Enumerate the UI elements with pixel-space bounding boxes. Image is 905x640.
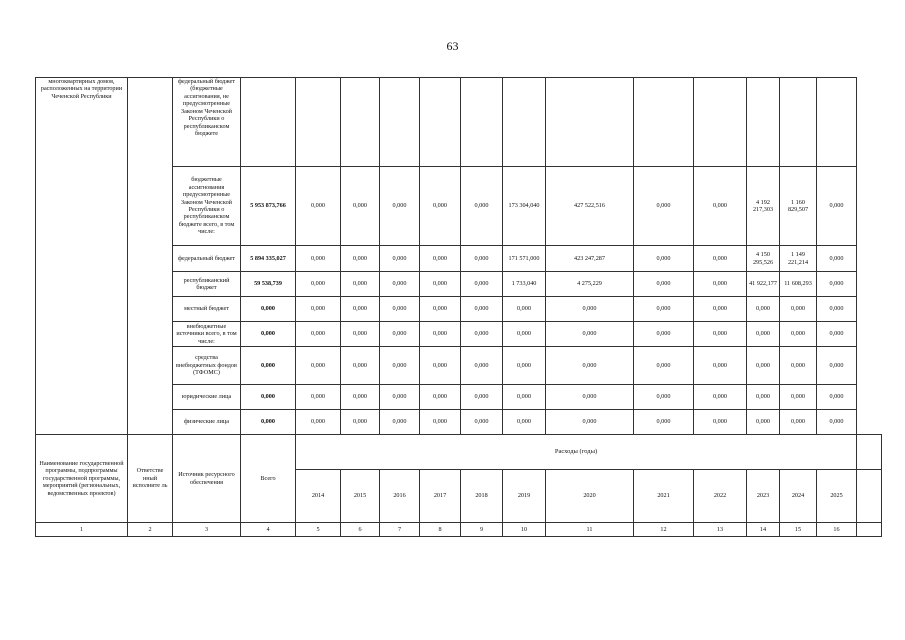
value-cell: 0,000 bbox=[780, 322, 817, 347]
header-extra-cell bbox=[857, 523, 882, 537]
blank-cell bbox=[857, 246, 882, 272]
total-cell: 5 953 873,766 bbox=[241, 167, 296, 246]
value-cell: 0,000 bbox=[461, 297, 503, 322]
value-cell bbox=[461, 78, 503, 167]
source-cell: внебюджетные источники всего, в том числе: bbox=[173, 322, 241, 347]
value-cell: 0,000 bbox=[341, 410, 380, 435]
value-cell: 0,000 bbox=[634, 297, 694, 322]
value-cell: 0,000 bbox=[817, 297, 857, 322]
total-cell: 0,000 bbox=[241, 322, 296, 347]
value-cell: 0,000 bbox=[694, 246, 747, 272]
total-cell: 0,000 bbox=[241, 410, 296, 435]
page-number: 63 bbox=[446, 39, 459, 53]
header-year: 2017 bbox=[420, 470, 461, 523]
value-cell bbox=[380, 78, 420, 167]
header-extra-cell bbox=[857, 435, 882, 470]
total-cell: 59 538,739 bbox=[241, 272, 296, 297]
value-cell: 0,000 bbox=[341, 322, 380, 347]
header-year: 2015 bbox=[341, 470, 380, 523]
header-name: Наименование государственной программы, подпрограммы государственной программы, мероприятий (региональных, ведомственных проектов) bbox=[36, 435, 128, 523]
table-row bbox=[36, 78, 882, 167]
total-cell: 0,000 bbox=[241, 385, 296, 410]
value-cell: 0,000 bbox=[817, 272, 857, 297]
value-cell: 0,000 bbox=[420, 385, 461, 410]
value-cell: 0,000 bbox=[694, 167, 747, 246]
value-cell: 0,000 bbox=[694, 272, 747, 297]
header-year: 2018 bbox=[461, 470, 503, 523]
value-cell: 0,000 bbox=[420, 272, 461, 297]
value-cell: 0,000 bbox=[420, 246, 461, 272]
value-cell: 0,000 bbox=[341, 272, 380, 297]
value-cell: 0,000 bbox=[817, 246, 857, 272]
value-cell: 0,000 bbox=[817, 322, 857, 347]
value-cell: 4 150 295,526 bbox=[747, 246, 780, 272]
value-cell: 0,000 bbox=[503, 347, 546, 385]
value-cell: 0,000 bbox=[296, 246, 341, 272]
value-cell: 0,000 bbox=[780, 385, 817, 410]
source-cell: средства внебюджетных фондов (ТФОМС) bbox=[173, 347, 241, 385]
value-cell: 0,000 bbox=[546, 297, 634, 322]
blank-cell bbox=[857, 347, 882, 385]
value-cell: 0,000 bbox=[634, 272, 694, 297]
source-cell: юридические лица bbox=[173, 385, 241, 410]
value-cell: 0,000 bbox=[420, 410, 461, 435]
value-cell: 0,000 bbox=[380, 272, 420, 297]
value-cell bbox=[780, 78, 817, 167]
header-year: 2022 bbox=[694, 470, 747, 523]
value-cell: 4 275,229 bbox=[546, 272, 634, 297]
value-cell: 0,000 bbox=[694, 347, 747, 385]
total-cell bbox=[241, 78, 296, 167]
header-year: 2020 bbox=[546, 470, 634, 523]
value-cell bbox=[341, 78, 380, 167]
column-number: 3 bbox=[173, 523, 241, 537]
value-cell: 4 192 217,303 bbox=[747, 167, 780, 246]
header-year: 2023 bbox=[747, 470, 780, 523]
value-cell: 0,000 bbox=[747, 385, 780, 410]
value-cell: 0,000 bbox=[634, 385, 694, 410]
value-cell: 0,000 bbox=[420, 167, 461, 246]
value-cell: 0,000 bbox=[296, 322, 341, 347]
value-cell: 0,000 bbox=[380, 410, 420, 435]
value-cell bbox=[694, 78, 747, 167]
value-cell: 0,000 bbox=[747, 322, 780, 347]
program-name-cell: многоквартирных домов, расположенных на территории Чеченской Республики bbox=[36, 78, 128, 435]
value-cell: 0,000 bbox=[694, 410, 747, 435]
column-number: 14 bbox=[747, 523, 780, 537]
column-number: 6 bbox=[341, 523, 380, 537]
column-number: 1 bbox=[36, 523, 128, 537]
value-cell: 0,000 bbox=[503, 297, 546, 322]
value-cell: 11 608,293 bbox=[780, 272, 817, 297]
value-cell: 0,000 bbox=[461, 167, 503, 246]
value-cell: 0,000 bbox=[461, 272, 503, 297]
header-year: 2019 bbox=[503, 470, 546, 523]
value-cell: 0,000 bbox=[546, 385, 634, 410]
header-year: 2021 bbox=[634, 470, 694, 523]
value-cell: 0,000 bbox=[503, 322, 546, 347]
column-number: 4 bbox=[241, 523, 296, 537]
blank-cell bbox=[857, 272, 882, 297]
value-cell: 0,000 bbox=[546, 322, 634, 347]
value-cell: 0,000 bbox=[341, 347, 380, 385]
source-cell: республиканский бюджет bbox=[173, 272, 241, 297]
header-expenses: Расходы (годы) bbox=[296, 435, 857, 470]
value-cell: 0,000 bbox=[296, 297, 341, 322]
value-cell: 0,000 bbox=[341, 297, 380, 322]
source-cell: местный бюджет bbox=[173, 297, 241, 322]
value-cell: 0,000 bbox=[380, 246, 420, 272]
blank-cell bbox=[857, 167, 882, 246]
value-cell: 0,000 bbox=[817, 167, 857, 246]
value-cell: 0,000 bbox=[780, 297, 817, 322]
blank-cell bbox=[857, 78, 882, 167]
value-cell: 1 733,040 bbox=[503, 272, 546, 297]
value-cell bbox=[503, 78, 546, 167]
value-cell: 0,000 bbox=[461, 347, 503, 385]
value-cell: 0,000 bbox=[780, 347, 817, 385]
source-cell: федеральный бюджет (бюджетные ассигнования, не предусмотренные Законом Чеченской Республики о республиканском бюджете bbox=[173, 78, 241, 167]
value-cell: 0,000 bbox=[296, 167, 341, 246]
value-cell: 427 522,516 bbox=[546, 167, 634, 246]
column-number: 8 bbox=[420, 523, 461, 537]
value-cell: 0,000 bbox=[341, 167, 380, 246]
value-cell: 0,000 bbox=[634, 347, 694, 385]
value-cell: 0,000 bbox=[380, 385, 420, 410]
value-cell bbox=[546, 78, 634, 167]
blank-cell bbox=[857, 385, 882, 410]
value-cell: 0,000 bbox=[461, 385, 503, 410]
header-year: 2025 bbox=[817, 470, 857, 523]
column-number: 15 bbox=[780, 523, 817, 537]
value-cell: 0,000 bbox=[747, 410, 780, 435]
value-cell: 0,000 bbox=[341, 246, 380, 272]
value-cell: 0,000 bbox=[296, 272, 341, 297]
column-number: 2 bbox=[128, 523, 173, 537]
column-number: 13 bbox=[694, 523, 747, 537]
value-cell: 0,000 bbox=[296, 385, 341, 410]
value-cell bbox=[296, 78, 341, 167]
total-cell: 5 894 335,027 bbox=[241, 246, 296, 272]
value-cell: 423 247,287 bbox=[546, 246, 634, 272]
column-number: 9 bbox=[461, 523, 503, 537]
value-cell: 0,000 bbox=[634, 322, 694, 347]
header-year: 2014 bbox=[296, 470, 341, 523]
value-cell: 0,000 bbox=[694, 385, 747, 410]
value-cell bbox=[747, 78, 780, 167]
header-executor: Ответстве нный исполните ль bbox=[128, 435, 173, 523]
blank-cell bbox=[857, 322, 882, 347]
source-cell: физические лица bbox=[173, 410, 241, 435]
value-cell bbox=[817, 78, 857, 167]
value-cell: 0,000 bbox=[461, 246, 503, 272]
header-total: Всего bbox=[241, 435, 296, 523]
value-cell: 41 922,177 bbox=[747, 272, 780, 297]
header-year: 2016 bbox=[380, 470, 420, 523]
value-cell: 0,000 bbox=[694, 297, 747, 322]
value-cell: 1 160 829,507 bbox=[780, 167, 817, 246]
blank-cell bbox=[857, 410, 882, 435]
header-source: Источник ресурсного обеспечения bbox=[173, 435, 241, 523]
value-cell: 0,000 bbox=[546, 410, 634, 435]
value-cell: 0,000 bbox=[503, 385, 546, 410]
budget-table bbox=[35, 77, 882, 537]
value-cell: 0,000 bbox=[634, 410, 694, 435]
value-cell: 0,000 bbox=[817, 347, 857, 385]
value-cell: 0,000 bbox=[747, 347, 780, 385]
total-cell: 0,000 bbox=[241, 347, 296, 385]
value-cell: 0,000 bbox=[461, 322, 503, 347]
value-cell: 0,000 bbox=[747, 297, 780, 322]
value-cell: 0,000 bbox=[380, 322, 420, 347]
value-cell: 0,000 bbox=[341, 385, 380, 410]
value-cell: 0,000 bbox=[461, 410, 503, 435]
value-cell: 0,000 bbox=[634, 246, 694, 272]
column-number: 12 bbox=[634, 523, 694, 537]
value-cell: 0,000 bbox=[780, 410, 817, 435]
value-cell: 0,000 bbox=[380, 347, 420, 385]
column-number: 11 bbox=[546, 523, 634, 537]
header-year: 2024 bbox=[780, 470, 817, 523]
header-extra-cell bbox=[857, 470, 882, 523]
value-cell: 0,000 bbox=[694, 322, 747, 347]
value-cell: 0,000 bbox=[817, 385, 857, 410]
source-cell: бюджетные ассигнования предусмотренные Законом Чеченской Республики о республиканском бюджете всего, в том числе: bbox=[173, 167, 241, 246]
value-cell: 0,000 bbox=[380, 297, 420, 322]
value-cell: 171 571,000 bbox=[503, 246, 546, 272]
value-cell: 0,000 bbox=[420, 347, 461, 385]
value-cell: 0,000 bbox=[296, 347, 341, 385]
value-cell: 0,000 bbox=[380, 167, 420, 246]
value-cell: 0,000 bbox=[420, 322, 461, 347]
value-cell: 0,000 bbox=[817, 410, 857, 435]
value-cell bbox=[420, 78, 461, 167]
column-number: 16 bbox=[817, 523, 857, 537]
value-cell: 0,000 bbox=[296, 410, 341, 435]
source-cell: федеральный бюджет bbox=[173, 246, 241, 272]
value-cell: 0,000 bbox=[546, 347, 634, 385]
value-cell: 173 304,040 bbox=[503, 167, 546, 246]
column-number: 5 bbox=[296, 523, 341, 537]
executor-cell bbox=[128, 78, 173, 435]
total-cell: 0,000 bbox=[241, 297, 296, 322]
value-cell: 0,000 bbox=[503, 410, 546, 435]
column-number: 7 bbox=[380, 523, 420, 537]
column-number: 10 bbox=[503, 523, 546, 537]
value-cell: 0,000 bbox=[420, 297, 461, 322]
blank-cell bbox=[857, 297, 882, 322]
value-cell: 1 149 221,214 bbox=[780, 246, 817, 272]
value-cell: 0,000 bbox=[634, 167, 694, 246]
value-cell bbox=[634, 78, 694, 167]
